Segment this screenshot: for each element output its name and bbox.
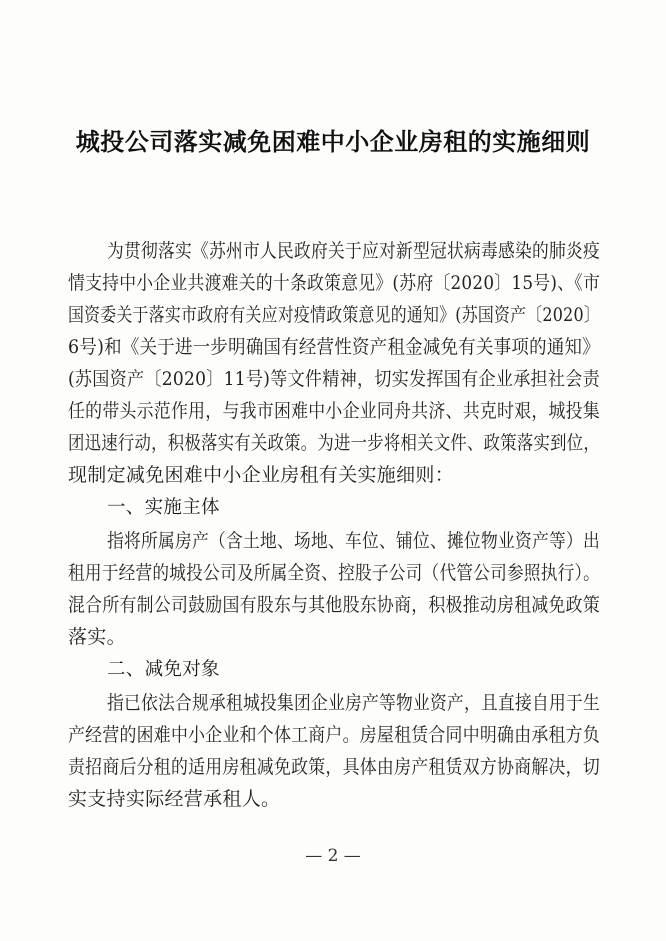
text-line: 现制定减免困难中小企业房租有关实施细则： [68, 464, 455, 486]
text-line: 指将所属房产（含土地、场地、车位、铺位、摊位物业资产等）出 [107, 530, 600, 552]
text-line: 6号)和《关于进一步明确国有经营性资产租金减免有关事项的通知》 [68, 336, 600, 358]
text-line: 落实。 [68, 626, 126, 648]
text-line: 指已依法合规承租城投集团企业房产等物业资产，且直接自用于生 [107, 692, 600, 714]
text-line: 任的带头示范作用，与我市困难中小企业同舟共济、共克时艰，城投集 [68, 400, 601, 422]
section-1-heading: 一、实施主体 [107, 497, 220, 518]
text-line: 混合所有制公司鼓励国有股东与其他股东协商，积极推动房租减免政策 [68, 594, 601, 616]
text-line: 产经营的困难中小企业和个体工商户。房屋租赁合同中明确由承租方负 [68, 724, 601, 746]
text-line: 租用于经营的城投公司及所属全资、控股子公司（代管公司参照执行）。 [68, 562, 600, 584]
text-line: 实支持实际经营承租人。 [68, 788, 281, 810]
text-line: 国资委关于落实市政府有关应对疫情政策意见的通知》(苏国资产〔2020〕 [68, 304, 600, 326]
text-line: 情支持中小企业共渡难关的十条政策意见》(苏府〔2020〕15号)、《市 [68, 272, 601, 294]
page-number: — 2 — [305, 846, 361, 866]
text-line: 团迅速行动，积极落实有关政策。为进一步将相关文件、政策落实到位， [68, 432, 601, 454]
text-line: 责招商后分租的适用房租减免政策，具体由房产租赁双方协商解决，切 [68, 756, 601, 778]
section-2-heading: 二、减免对象 [107, 659, 220, 680]
text-line: 为贯彻落实《苏州市人民政府关于应对新型冠状病毒感染的肺炎疫 [107, 240, 600, 262]
document-title: 城投公司落实减免困难中小企业房租的实施细则 [75, 127, 591, 156]
text-line: (苏国资产〔2020〕11号)等文件精神，切实发挥国有企业承担社会责 [68, 368, 600, 390]
